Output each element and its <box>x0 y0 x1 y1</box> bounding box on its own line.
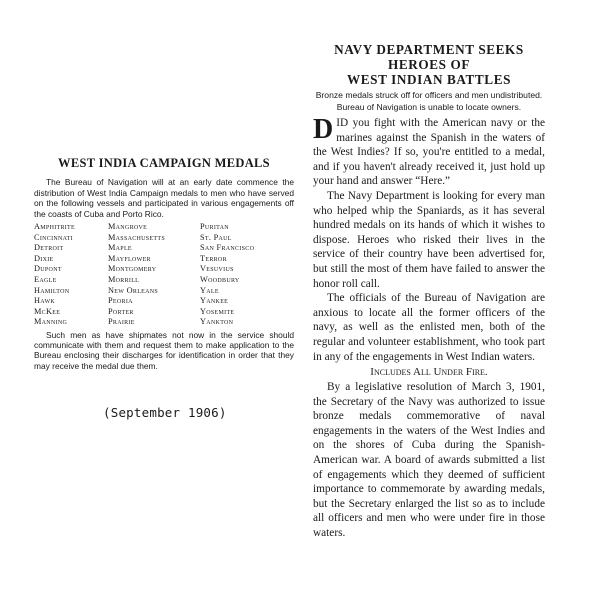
paragraph-1 <box>313 116 545 189</box>
drop-cap: D <box>313 114 334 145</box>
ship-name: Mayflower <box>108 253 151 263</box>
ship-name: Prairie <box>108 317 135 327</box>
ship-name: New Orleans <box>108 285 159 295</box>
ship-name: St. Paul <box>200 232 232 242</box>
ship-name: Detroit <box>34 243 64 253</box>
ship-name: Vesuvius <box>200 264 234 274</box>
ship-name: Maple <box>108 243 132 253</box>
ship-name: Woodbury <box>200 274 240 284</box>
headline-line-1: NAVY DEPARTMENT SEEKS <box>334 42 524 57</box>
ship-name: Hawk <box>34 296 56 306</box>
ship-name: Cincinnati <box>34 232 73 242</box>
deck-line-1: Bronze medals struck off for officers and men undistributed. <box>315 90 543 100</box>
headline-line-3: WEST INDIAN BATTLES <box>346 72 512 87</box>
ship-name: Dupont <box>34 264 62 274</box>
ship-name: Yosemite <box>200 306 235 316</box>
ship-name: McKee <box>34 306 61 316</box>
ship-name: Amphitrite <box>34 222 75 231</box>
ship-name: Peoria <box>108 296 133 306</box>
right-clipping <box>313 42 545 541</box>
paragraph-2: The Navy Department is looking for every man who helped whip the Spaniards, as it has several hundred medals on its hands of which it wishes to dispose. Heroes who risked their lives in the service of their country have been advertised for, but still the most of them have failed to answer the honor roll call. <box>313 189 545 290</box>
ship-name: Yale <box>200 285 219 295</box>
ship-name: Yankton <box>200 317 234 327</box>
ship-name: Hamilton <box>34 285 70 295</box>
paragraph-3: The officials of the Bureau of Navigation are anxious to locate all the former officers of the navy, as well as the enlisted men, both of the regular and volunteer establishment, who took part in any of the engagements in West Indian waters. <box>313 292 545 363</box>
headline-line-2: HEROES OF <box>388 57 470 72</box>
ship-name: Porter <box>108 306 134 316</box>
article-body <box>313 116 545 541</box>
ship-name: Morrill <box>108 274 140 284</box>
ship-name: San Francisco <box>200 243 255 253</box>
left-clipping-intro: The Bureau of Navigation will at an early date commence the distribution of West India Campaign medals to men who have served on the following vessels and participated in various engagements off the coasts of Cuba and Porto Rico. <box>34 177 294 219</box>
ship-name: Terror <box>200 253 227 263</box>
article-subhead: Includes All Under Fire. <box>370 366 488 379</box>
paragraph-4: By a legislative resolution of March 3, 1901, the Secretary of the Navy was authorized to issue bronze medals commemorative of naval engagements in the waters of the West Indies and on the shores of Cuba during the Spanish-American war. A board of awards submitted a list of engagements which they deemed of sufficient importance to commemorate by awarding medals, but the Secretary enlarged the list so as to include all officers and men who were under fire in those waters. <box>313 381 545 540</box>
left-clipping-title: WEST INDIA CAMPAIGN MEDALS <box>58 156 270 170</box>
ship-name: Massachusetts <box>108 232 165 242</box>
ship-list <box>34 222 294 328</box>
ship-name: Montgomery <box>108 264 157 274</box>
ship-name: Yankee <box>200 296 229 306</box>
left-clipping <box>34 156 294 371</box>
ship-name: Manning <box>34 317 68 327</box>
handwritten-date-note: (September 1906) <box>103 405 227 420</box>
ship-name: Eagle <box>34 274 57 284</box>
ship-name: Puritan <box>200 222 229 231</box>
ship-name: Mangrove <box>108 222 148 231</box>
deck-line-2: Bureau of Navigation is unable to locate owners. <box>336 102 522 112</box>
ship-name: Dixie <box>34 253 54 263</box>
left-clipping-outro: Such men as have shipmates not now in the service should communicate with them and request them to make application to the Bureau enclosing their discharges for identification in order that they may receive the medal due them. <box>34 329 294 371</box>
paragraph-1-text: ID you fight with the American navy or the marines against the Spanish in the waters of the West Indies? If so, you're entitled to a medal, and if you haven't already received it, just hold up your hand and answer “Here.” <box>313 117 545 188</box>
